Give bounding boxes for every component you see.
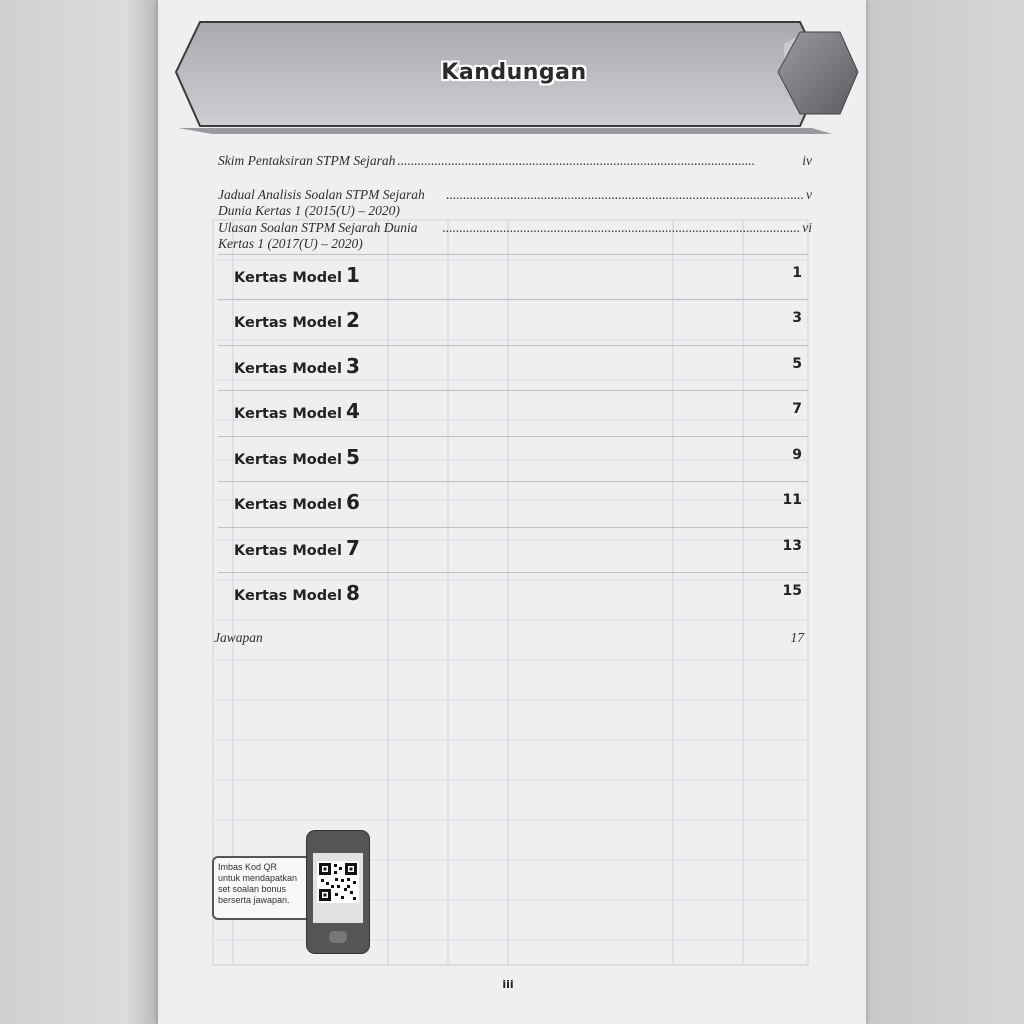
toc-model-3[interactable] <box>218 345 808 391</box>
page-title: Kandungan <box>441 60 587 85</box>
toc-leader-dots: .......................................................................................................... <box>442 220 801 235</box>
toc-model-8[interactable] <box>218 572 808 618</box>
page-number: iii <box>502 978 514 991</box>
qr-text-line: untuk mendapatkan <box>218 873 298 883</box>
toc-entry-title: Skim Pentaksiran STPM Sejarah <box>218 153 396 168</box>
toc-leader-dots: .......................................................................................................... <box>397 153 756 168</box>
toc-model-4[interactable] <box>218 390 808 436</box>
model-page: 3 <box>792 310 802 326</box>
model-number: 3 <box>345 354 360 378</box>
model-number: 4 <box>345 399 360 423</box>
model-label <box>234 399 360 423</box>
model-label <box>234 263 360 287</box>
model-number: 1 <box>345 263 360 287</box>
model-label-text: Kertas Model <box>234 588 342 604</box>
toc-entry-skim[interactable] <box>218 153 812 177</box>
model-label <box>234 490 360 514</box>
phone-icon <box>306 830 370 954</box>
model-page: 13 <box>782 538 802 554</box>
model-page: 7 <box>792 401 802 417</box>
toc-entry-jadual[interactable] <box>218 187 812 218</box>
model-label-text: Kertas Model <box>234 543 342 559</box>
model-number: 7 <box>345 536 360 560</box>
model-label-text: Kertas Model <box>234 361 342 377</box>
model-label <box>234 581 360 605</box>
qr-code-icon[interactable] <box>317 861 359 903</box>
model-label <box>234 445 360 469</box>
qr-callout-text <box>218 862 318 906</box>
qr-text-line: Imbas Kod QR <box>218 862 278 872</box>
toc-model-7[interactable] <box>218 527 808 573</box>
model-number: 8 <box>345 581 360 605</box>
model-label-text: Kertas Model <box>234 406 342 422</box>
toc-entry-page: vi <box>802 220 812 235</box>
model-number: 5 <box>345 445 360 469</box>
model-label-text: Kertas Model <box>234 452 342 468</box>
toc-entry-title: Jadual Analisis Soalan STPM Sejarah Dunia Kertas 1 (2015(U) – 2020) <box>218 187 425 218</box>
toc-model-2[interactable] <box>218 299 808 345</box>
model-label-text: Kertas Model <box>234 497 342 513</box>
model-page: 15 <box>782 583 802 599</box>
toc-model-1[interactable] <box>218 254 808 300</box>
model-page: 11 <box>782 492 802 508</box>
phone-home-button <box>329 931 347 943</box>
toc-model-5[interactable] <box>218 436 808 482</box>
toc-entry-page: v <box>806 187 812 202</box>
qr-text-line: set soalan bonus <box>218 884 287 894</box>
toc-entry-ulasan[interactable] <box>218 220 812 251</box>
model-label-text: Kertas Model <box>234 270 342 286</box>
model-label-text: Kertas Model <box>234 315 342 331</box>
jawapan-title: Jawapan <box>214 630 263 645</box>
model-number: 6 <box>345 490 360 514</box>
jawapan-page: 17 <box>790 630 804 645</box>
model-number: 2 <box>345 308 360 332</box>
toc-entry-jawapan[interactable] <box>214 630 806 652</box>
toc-entry-page: iv <box>802 153 812 168</box>
qr-text-line: berserta jawapan. <box>218 895 290 905</box>
model-page: 5 <box>792 356 802 372</box>
background-right <box>866 0 1024 1024</box>
model-label <box>234 536 360 560</box>
model-page: 9 <box>792 447 802 463</box>
model-label <box>234 308 360 332</box>
model-label <box>234 354 360 378</box>
background-left <box>0 0 158 1024</box>
toc-entry-title: Ulasan Soalan STPM Sejarah Dunia Kertas 1 (2017(U) – 2020) <box>218 220 418 251</box>
toc-leader-dots: .......................................................................................................... <box>446 187 804 202</box>
model-page: 1 <box>792 265 802 281</box>
toc-model-6[interactable] <box>218 481 808 527</box>
